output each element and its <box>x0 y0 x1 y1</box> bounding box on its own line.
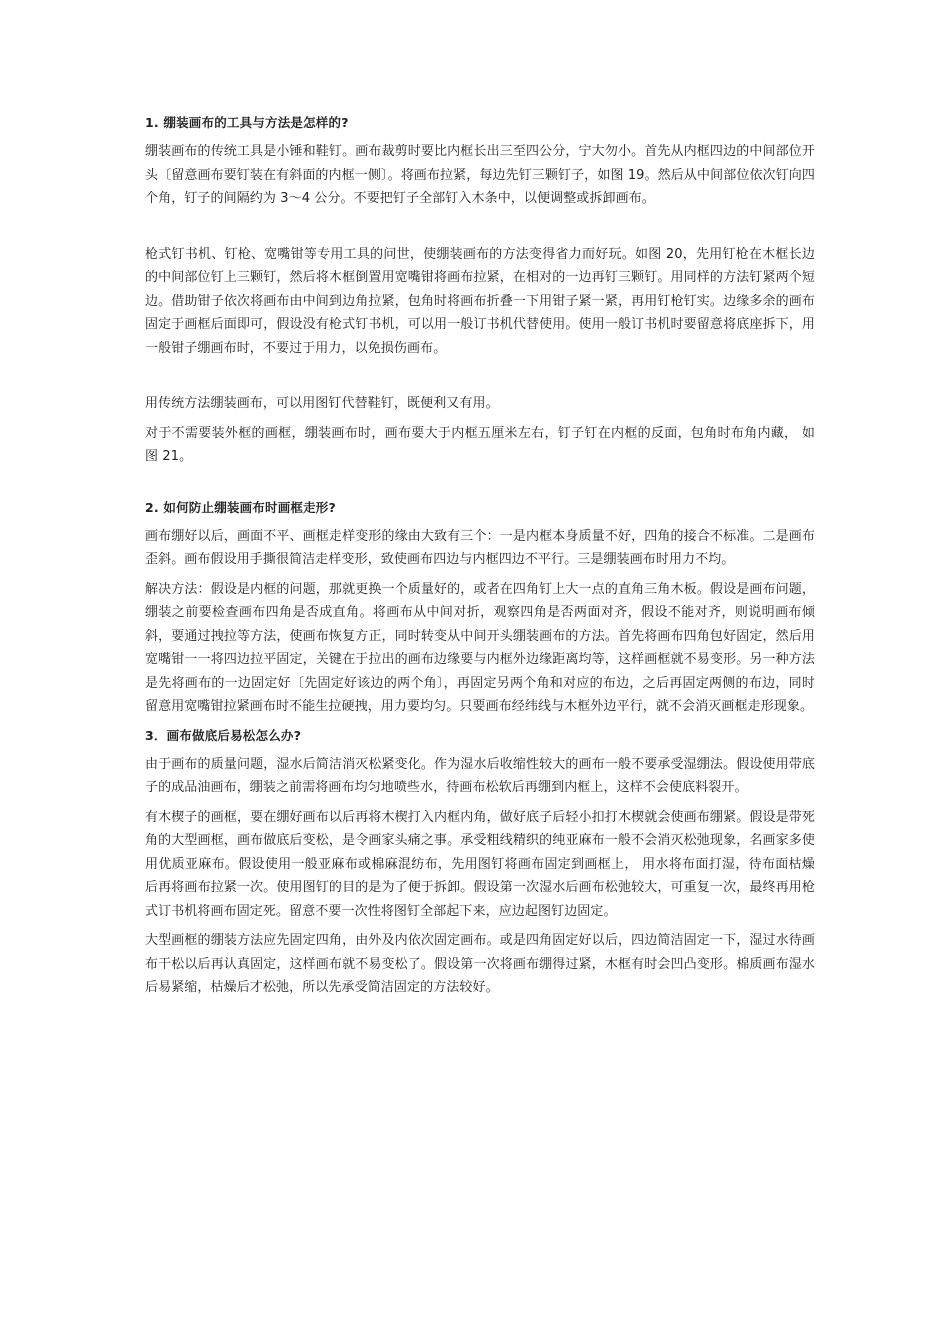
section-2-paragraph-1: 画布绷好以后，画面不平、画框走样变形的缘由大致有三个：一是内框本身质量不好，四角的接合不标准。二是画布歪斜。画布假设用手撕很简洁走样变形，致使画布四边与内框四边不平行。三是绷装画布时用力不均。 <box>145 528 815 567</box>
section-1-paragraph-1: 绷装画布的传统工具是小锤和鞋钉。画布裁剪时要比内框长出三至四公分，宁大勿小。首先从内框四边的中间部位开头〔留意画布要钉装在有斜面的内框一侧〕。将画布拉紧，每边先钉三颗钉子，如图 19。然后从中间部位依次钉向四个角，钉子的间隔约为 3～4 公分。不要把钉子全部钉入木条中，以便调整或拆卸画布。 <box>145 144 815 206</box>
spacer <box>145 475 815 497</box>
section-3-paragraph-1: 由于画布的质量问题，湿水后简洁消灭松紧变化。作为湿水后收缩性较大的画布一般不要承受湿绷法。假设使用带底子的成品油画布，绷装之前需将画布均匀地喷些水，待画布松软后再绷到内框上，这样不会使底料裂开。 <box>145 756 815 795</box>
section-3-heading: 3．画布做底后易松怎么办? <box>145 727 302 743</box>
section-2-paragraph-2: 解决方法：假设是内框的问题，那就更换一个质量好的，或者在四角钉上大一点的直角三角木板。假设是画布问题，绷装之前要检查画布四角是否成直角。将画布从中间对折，观察四角是否两面对齐，假设不能对齐，则说明画布倾斜，要通过拽拉等方法，使画布恢复方正，同时转变从中间开头绷装画布的方法。首先将画布四角包好固定，然后用宽嘴钳一一将四边拉平固定，关键在于拉出的画布边缘要与内框外边缘距离均等，这样画框就不易变形。另一种方法是先将画布的一边固定好〔先固定好该边的两个角〕，再固定另两个角和对应的布边，之后再固定两侧的布边，同时留意用宽嘴钳拉紧画布时不能生拉硬拽，用力要均匀。只要画布经纬线与木框外边平行，就不会消灭画框走形现象。 <box>145 581 815 714</box>
section-1-paragraph-3: 用传统方法绷装画布，可以用图钉代替鞋钉，既便利又有用。 <box>145 396 499 411</box>
spacer <box>145 217 815 243</box>
section-2-heading: 2. 如何防止绷装画布时画框走形? <box>145 499 336 515</box>
spacer <box>145 366 815 392</box>
section-1-paragraph-4: 对于不需要装外框的画框，绷装画布时，画布要大于内框五厘米左右，钉子钉在内框的反面，包角时布角内藏， 如图 21。 <box>145 425 815 464</box>
section-1-paragraph-2: 枪式钉书机、钉枪、宽嘴钳等专用工具的问世，使绷装画布的方法变得省力而好玩。如图 20，先用钉枪在木框长边的中间部位钉上三颗钉，然后将木框倒置用宽嘴钳将画布拉紧，在相对的一边再钉三颗钉。用同样的方法钉紧两个短边。借助钳子依次将画布由中间到边角拉紧，包角时将画布折叠一下用钳子紧一紧，再用钉枪钉实。边缘多余的画布固定于画框后面即可，假设没有枪式钉书机，可以用一般订书机代替使用。使用一般订书机时要留意将底座拆下，用一般钳子绷画布时，不要过于用力，以免损伤画布。 <box>145 246 815 356</box>
document-page <box>145 112 815 1006</box>
section-3-paragraph-2: 有木楔子的画框，要在绷好画布以后再将木楔打入内框内角，做好底子后轻小扣打木楔就会使画布绷紧。假设是带死角的大型画框，画布做底后变松，是令画家头痛之事。承受粗线精织的纯亚麻布一般不会消灭松弛现象，名画家多使用优质亚麻布。假设使用一般亚麻布或棉麻混纺布，先用图钉将画布固定到画框上， 用水将布面打湿，待布面枯燥后再将画布拉紧一次。使用图钉的目的是为了便于拆卸。假设第一次湿水后画布松弛较大，可重复一次，最终再用枪式订书机将画布固定死。留意不要一次性将图钉全部起下来，应边起图钉边固定。 <box>145 809 815 919</box>
section-1-heading: 1. 绷装画布的工具与方法是怎样的? <box>145 115 349 130</box>
section-3-paragraph-3: 大型画框的绷装方法应先固定四角，由外及内依次固定画布。或是四角固定好以后，四边简洁固定一下，湿过水待画布干松以后再认真固定，这样画布就不易变松了。假设第一次将画布绷得过紧，木框有时会凹凸变形。棉质画布湿水后易紧缩，枯燥后才松弛，所以先承受简洁固定的方法较好。 <box>145 933 815 995</box>
